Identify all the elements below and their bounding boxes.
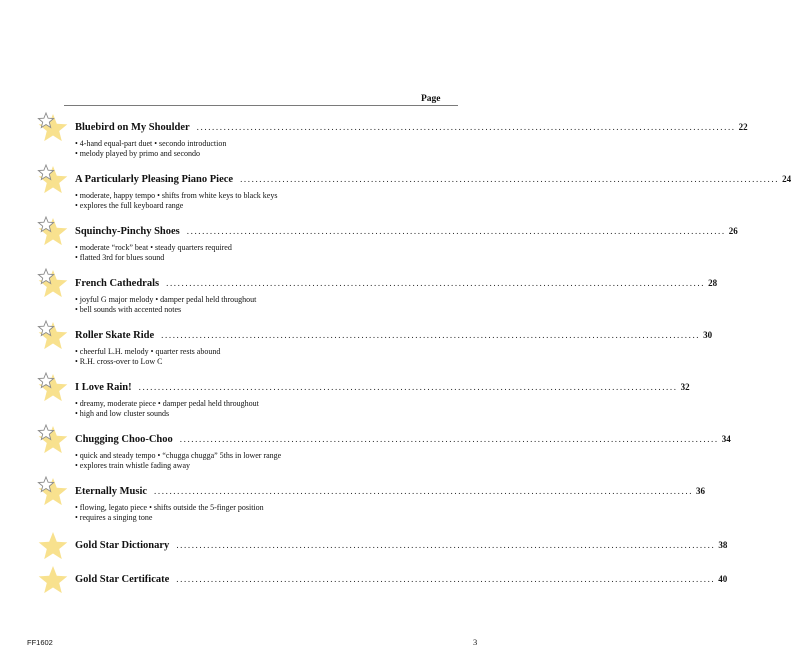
toc-description	[75, 503, 264, 523]
toc-title: Eternally Music	[75, 486, 148, 497]
toc-description-line: • flowing, legato piece • shifts outside the 5-finger position	[75, 503, 264, 512]
toc-description-line: • moderate “rock” beat • steady quarters required	[75, 243, 232, 252]
toc-title: Bluebird on My Shoulder	[75, 122, 190, 133]
dot-leader: ............................................................................................................................................	[176, 574, 716, 584]
gold-star-icon	[34, 474, 68, 508]
gold-star-icon	[34, 214, 68, 248]
toc-title-row	[75, 278, 718, 289]
toc-entry	[34, 422, 731, 472]
toc-page-number: 34	[721, 434, 731, 444]
toc-page-number: 40	[718, 574, 728, 584]
toc-description-line: • explores train whistle fading away	[75, 461, 190, 470]
toc-entry	[34, 110, 748, 160]
toc-entry	[34, 474, 706, 524]
toc-description-line: • R.H. cross-over to Low C	[75, 357, 163, 366]
gold-star-icon	[34, 266, 68, 300]
toc-description-line: • 4-hand equal-part duet • secondo introduction	[75, 139, 227, 148]
dot-leader: ............................................................................................................................................	[138, 382, 678, 392]
toc-title: I Love Rain!	[75, 382, 132, 393]
toc-description-line: • cheerful L.H. melody • quarter rests abound	[75, 347, 221, 356]
toc-entry	[34, 214, 738, 264]
toc-title-row	[75, 122, 748, 133]
toc-page-number: 30	[703, 330, 713, 340]
toc-page-number: 22	[738, 122, 748, 132]
toc-entry	[34, 266, 718, 316]
toc-title: Gold Star Certificate	[75, 574, 170, 585]
toc-description-line: • requires a singing tone	[75, 513, 153, 522]
toc-description-line: • bell sounds with accented notes	[75, 305, 182, 314]
toc-title-row	[75, 574, 728, 585]
dot-leader: ............................................................................................................................................	[186, 226, 726, 236]
toc-title-row	[75, 382, 690, 393]
toc-page-number: 38	[718, 540, 728, 550]
header-rule	[64, 105, 458, 106]
toc-title: Roller Skate Ride	[75, 330, 155, 341]
dot-leader: ............................................................................................................................................	[166, 278, 706, 288]
toc-description	[75, 399, 259, 419]
toc-description-line: • high and low cluster sounds	[75, 409, 170, 418]
toc-entry	[34, 162, 791, 212]
toc-description	[75, 243, 232, 263]
dot-leader: ............................................................................................................................................	[240, 174, 780, 184]
footer-page-number: 3	[473, 637, 478, 647]
toc-description-line: • quick and steady tempo • “chugga chugga” 5ths in lower range	[75, 451, 282, 460]
toc-entry	[34, 562, 728, 612]
toc-description	[75, 139, 226, 159]
dot-leader: ............................................................................................................................................	[176, 540, 716, 550]
gold-star-icon	[34, 528, 68, 562]
toc-title: A Particularly Pleasing Piano Piece	[75, 174, 234, 185]
gold-star-icon	[34, 110, 68, 144]
toc-page-number: 28	[708, 278, 718, 288]
toc-description-line: • dreamy, moderate piece • damper pedal held throughout	[75, 399, 259, 408]
toc-page-number: 26	[728, 226, 738, 236]
toc-title-row	[75, 226, 738, 237]
gold-star-icon	[34, 162, 68, 196]
toc-description-line: • joyful G major melody • damper pedal held throughout	[75, 295, 257, 304]
toc-title-row	[75, 330, 713, 341]
dot-leader: ............................................................................................................................................	[161, 330, 701, 340]
toc-description-line: • explores the full keyboard range	[75, 201, 184, 210]
toc-title: French Cathedrals	[75, 278, 160, 289]
dot-leader: ............................................................................................................................................	[179, 434, 719, 444]
gold-star-icon	[34, 318, 68, 352]
toc-page-number: 36	[696, 486, 706, 496]
toc-title-row	[75, 540, 728, 551]
toc-title: Chugging Choo-Choo	[75, 434, 173, 445]
toc-title: Gold Star Dictionary	[75, 540, 170, 551]
toc-title-row	[75, 174, 791, 185]
toc-title-row	[75, 434, 731, 445]
gold-star-icon	[34, 562, 68, 596]
toc-description	[75, 451, 281, 471]
dot-leader: ............................................................................................................................................	[154, 486, 694, 496]
gold-star-icon	[34, 422, 68, 456]
toc-title: Squinchy-Pinchy Shoes	[75, 226, 180, 237]
footer-catalog-code: FF1602	[27, 638, 53, 647]
gold-star-icon	[34, 370, 68, 404]
toc-description-line: • flatted 3rd for blues sound	[75, 253, 165, 262]
toc-description	[75, 295, 256, 315]
toc-title-row	[75, 486, 706, 497]
toc-description-line: • melody played by primo and secondo	[75, 149, 200, 158]
toc-description-line: • moderate, happy tempo • shifts from white keys to black keys	[75, 191, 278, 200]
page-column-heading: Page	[421, 94, 441, 104]
toc-page-number: 24	[782, 174, 791, 184]
toc-description	[75, 191, 277, 211]
dot-leader: ............................................................................................................................................	[196, 122, 736, 132]
toc-page-number: 32	[680, 382, 690, 392]
toc-description	[75, 347, 220, 367]
toc-entry	[34, 370, 690, 420]
toc-entry	[34, 318, 713, 368]
